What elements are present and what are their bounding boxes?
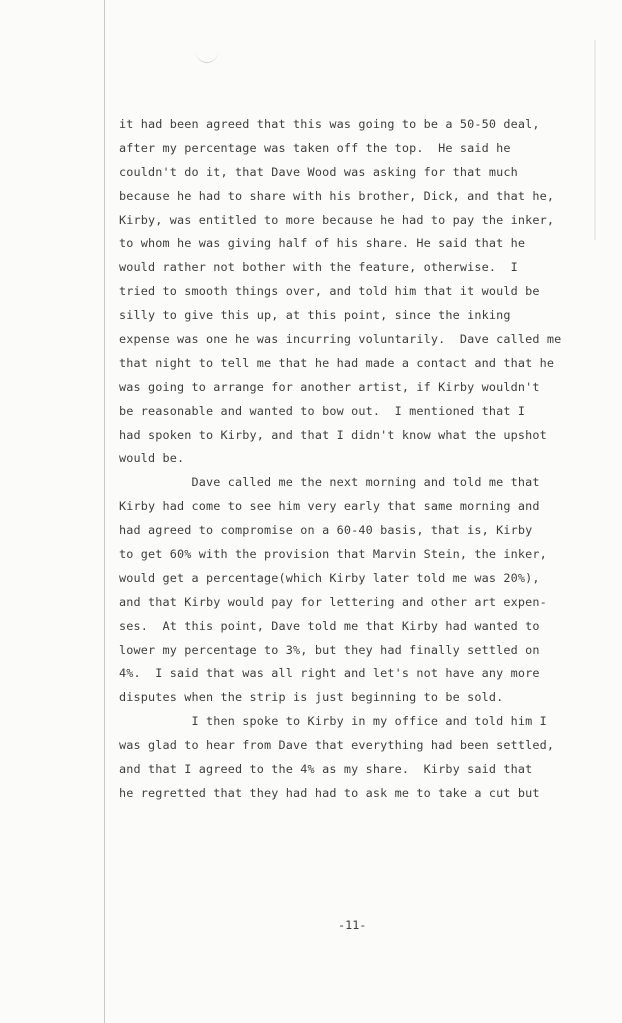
text-line: that night to tell me that he had made a contact and that he xyxy=(119,355,555,370)
text-line: because he had to share with his brother, Dick, and that he, xyxy=(119,188,555,203)
punch-hole-mark xyxy=(196,44,218,63)
text-line: to get 60% with the provision that Marvin Stein, the inker, xyxy=(119,547,547,562)
text-line: and that I agreed to the 4% as my share. Kirby said that xyxy=(119,762,533,777)
text-line: had spoken to Kirby, and that I didn't know what the upshot xyxy=(119,427,547,442)
text-line: would rather not bother with the feature, otherwise. I xyxy=(119,260,518,275)
text-line: I then spoke to Kirby in my office and told him I xyxy=(119,714,547,729)
text-line: was going to arrange for another artist, if Kirby wouldn't xyxy=(119,379,540,394)
page-number: -11- xyxy=(338,918,367,932)
text-line: it had been agreed that this was going to be a 50-50 deal, xyxy=(119,117,540,131)
text-line: after my percentage was taken off the top. He said he xyxy=(119,140,511,155)
text-line: would get a percentage(which Kirby later told me was 20%), xyxy=(119,570,540,585)
text-line: and that Kirby would pay for lettering and other art expen- xyxy=(119,594,547,609)
text-line: Dave called me the next morning and told me that xyxy=(119,475,540,490)
text-line: to whom he was giving half of his share. He said that he xyxy=(119,236,526,251)
page-right-edge xyxy=(594,40,596,240)
typed-text-body xyxy=(119,113,575,806)
text-line: be reasonable and wanted to bow out. I mentioned that I xyxy=(119,403,526,418)
text-line: 4%. I said that was all right and let's not have any more xyxy=(119,666,540,681)
page-left-edge xyxy=(104,0,105,1023)
text-line: expense was one he was incurring voluntarily. Dave called me xyxy=(119,332,562,347)
text-line: would be. xyxy=(119,451,185,466)
text-line: Kirby had come to see him very early that same morning and xyxy=(119,499,540,514)
text-line: silly to give this up, at this point, since the inking xyxy=(119,308,511,323)
text-line: Kirby, was entitled to more because he had to pay the inker, xyxy=(119,212,555,227)
text-line: couldn't do it, that Dave Wood was asking for that much xyxy=(119,164,518,179)
text-line: ses. At this point, Dave told me that Kirby had wanted to xyxy=(119,618,540,633)
text-line: he regretted that they had had to ask me to take a cut but xyxy=(119,785,540,800)
text-line: was glad to hear from Dave that everything had been settled, xyxy=(119,738,555,753)
text-line: lower my percentage to 3%, but they had finally settled on xyxy=(119,642,540,657)
text-line: disputes when the strip is just beginning to be sold. xyxy=(119,690,504,705)
text-line: tried to smooth things over, and told him that it would be xyxy=(119,284,540,299)
text-line: had agreed to compromise on a 60-40 basis, that is, Kirby xyxy=(119,523,533,538)
